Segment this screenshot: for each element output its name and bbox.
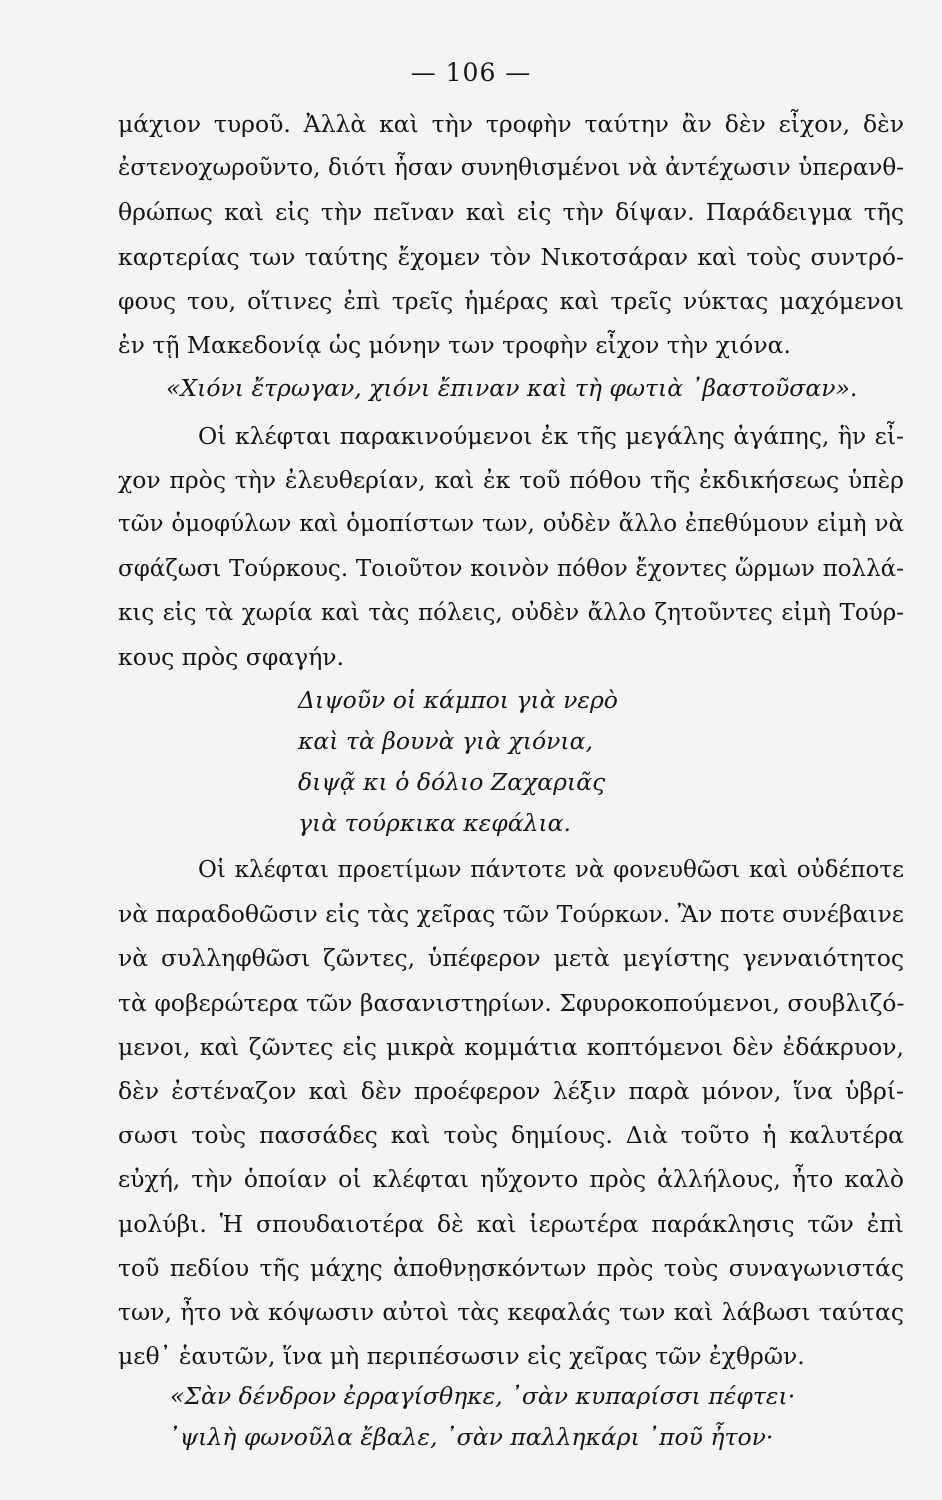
- text-line: σφάζωσι Τούρκους. Τοιοῦτον κοινὸν πόθον ἔχοντες ὥρμων πολλά-: [118, 555, 904, 582]
- text-line: νὰ παραδοθῶσιν εἰς τὰς χεῖρας τῶν Τούρκων. Ἂν ποτε συνέβαινε: [118, 900, 904, 929]
- text-line: δὲν ἐστέναζον καὶ δὲν προέφερον λέξιν παρὰ μόνον, ἵνα ὑβρί-: [118, 1076, 904, 1105]
- text-line: Οἱ κλέφται προετίμων πάντοτε νὰ φονευθῶσι καὶ οὐδέποτε: [198, 857, 904, 883]
- text-line: Οἱ κλέφται παρακινούμενοι ἐκ τῆς μεγάλης ἀγάπης, ἣν εἶ-: [198, 422, 904, 450]
- verse-line: καὶ τὰ βουνὰ γιὰ χιόνια,: [298, 727, 593, 755]
- page-number: — 106 —: [410, 58, 532, 87]
- text-line: τὰ φοβερώτερα τῶν βασανιστηρίων. Σφυροκοπούμενοι, σουβλιζό-: [118, 988, 904, 1017]
- text-line: τῶν ὁμοφύλων καὶ ὁμοπίστων των, οὐδὲν ἄλλο ἐπεθύμουν εἰμὴ νὰ: [118, 511, 904, 538]
- text-line: νὰ συλληφθῶσι ζῶντες, ὑπέφερον μετὰ μεγίστης γενναιότητος: [118, 944, 904, 973]
- verse-line: Διψοῦν οἱ κάμποι γιὰ νερὸ: [298, 686, 618, 714]
- text-line: μολύβι. Ἡ σπουδαιοτέρα δὲ καὶ ἱερωτέρα παράκλησις τῶν ἐπὶ: [118, 1209, 904, 1238]
- text-line: χον πρὸς τὴν ἐλευθερίαν, καὶ ἐκ τοῦ πόθου τῆς ἐκδικήσεως ὑπὲρ: [118, 466, 904, 495]
- paragraph-2: [118, 414, 904, 679]
- verse-line: διψᾷ κι ὁ δόλιο Ζαχαριᾶς: [298, 768, 606, 796]
- verse-1: [118, 680, 904, 844]
- text-line: τοῦ πεδίου τῆς μάχης ἀποθνῃσκόντων πρὸς τοὺς συναγωνιστάς: [118, 1253, 904, 1282]
- text-line: ἐν τῇ Μακεδονίᾳ ὡς μόνην των τροφὴν εἶχον τὴν χιόνα.: [118, 330, 791, 359]
- text-line: σωσι τοὺς πασσάδες καὶ τοὺς δημίους. Διὰ τοῦτο ἡ καλυτέρα: [118, 1121, 904, 1150]
- text-line: ἐστενοχωροῦντο, διότι ἦσαν συνηθισμένοι νὰ ἀντέχωσιν ὑπερανθ-: [118, 155, 904, 182]
- text-line: εὐχή, τὴν ὁποίαν οἱ κλέφται ηὔχοντο πρὸς ἀλλήλους, ἦτο καλὸ: [118, 1165, 904, 1194]
- text-line: μενοι, καὶ ζῶντες εἰς μικρὰ κομμάτια κοπτόμενοι δὲν ἐδάκρυον,: [118, 1032, 904, 1061]
- verse-line: ᾿ψιλὴ φωνοῦλα ἔβαλε, ᾿σὰν παλληκάρι ᾿ποῦ ἦτον·: [168, 1423, 774, 1451]
- quote-1: [118, 366, 904, 410]
- text-line: καρτερίας των ταύτης ἔχομεν τὸν Νικοτσάραν καὶ τοὺς συντρό-: [118, 242, 904, 271]
- quote-line: «Χιόνι ἔτρωγαν, χιόνι ἔπιναν καὶ τὴ φωτιὰ ᾿βαστοῦσαν».: [166, 374, 858, 402]
- text-line: θρώπως καὶ εἰς τὴν πεῖναν καὶ εἰς τὴν δίψαν. Παράδειγμα τῆς: [118, 198, 904, 227]
- text-line: μεθ᾿ ἑαυτῶν, ἵνα μὴ περιπέσωσιν εἰς χεῖρας τῶν ἐχθρῶν.: [118, 1342, 805, 1371]
- verse-line: γιὰ τούρκικα κεφάλια.: [298, 809, 572, 837]
- text-line: κις εἰς τὰ χωρία καὶ τὰς πόλεις, οὐδὲν ἄλλο ζητοῦντες εἰμὴ Τούρ-: [118, 599, 904, 626]
- verse-2: [118, 1376, 904, 1458]
- paragraph-3: [118, 848, 904, 1378]
- text-line: μάχιον τυροῦ. Ἀλλὰ καὶ τὴν τροφὴν ταύτην ἂν δὲν εἶχον, δὲν: [118, 110, 904, 138]
- text-line: κους πρὸς σφαγήν.: [118, 642, 345, 671]
- text-line: φους του, οἵτινες ἐπὶ τρεῖς ἡμέρας καὶ τρεῖς νύκτας μαχόμενοι: [118, 286, 904, 315]
- paragraph-1: [118, 102, 904, 367]
- verse-line: «Σὰν δένδρον ἐρραγίσθηκε, ᾿σὰν κυπαρίσσι πέφτει·: [170, 1382, 796, 1410]
- text-line: των, ἦτο νὰ κόψωσιν αὐτοὶ τὰς κεφαλάς των καὶ λάβωσι ταύτας: [118, 1297, 904, 1326]
